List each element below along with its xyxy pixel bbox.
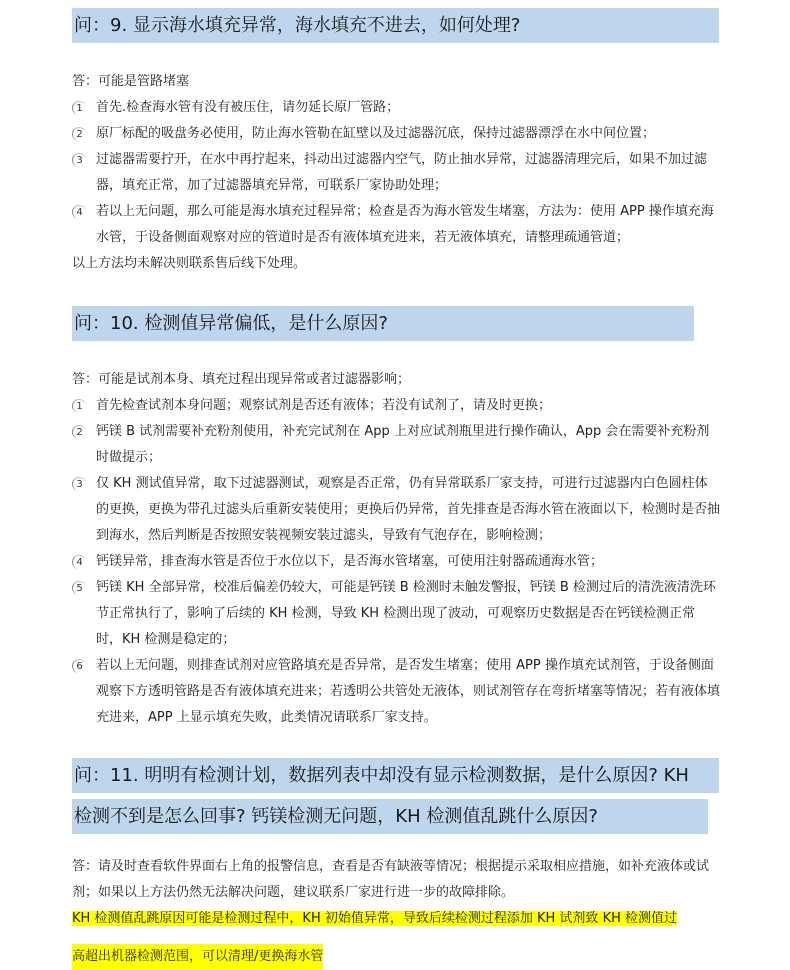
highlighted-note-line2: 高超出机器检测范围，可以清理/更换海水管	[72, 944, 323, 970]
list-item	[72, 549, 720, 575]
step-text: 仅 KH 测试值异常，取下过滤器测试，观察是否正常，仍有异常联系厂家支持，可进行过滤器内白色圆柱体的更换，更换为带孔过滤头后重新安装使用；更换后仍异常，首先排查是否海水管在液面以下，检测时是否抽到海水，然后判断是否按照安装视频安装过滤头，导致有气泡存在，影响检测；	[96, 476, 721, 543]
document-page	[72, 0, 720, 970]
step-number: 2	[72, 127, 86, 141]
step-number: 6	[72, 659, 86, 673]
step-number: 1	[72, 399, 86, 413]
step-number: 5	[72, 581, 86, 595]
question-11-answer: 答：请及时查看软件界面右上角的报警信息，查看是否有缺液等情况；根据提示采取相应措施，如补充液体或试剂；如果以上方法仍然无法解决问题，建议联系厂家进行进一步的故障排除。	[72, 859, 710, 900]
step-text: 钙镁 B 试剂需要补充粉剂使用，补充完试剂在 App 上对应试剂瓶里进行操作确认，App 会在需要补充粉剂时做提示；	[96, 424, 710, 465]
list-item	[72, 95, 720, 121]
step-text: 原厂标配的吸盘务必使用，防止海水管勒在缸壁以及过滤器沉底，保持过滤器漂浮在水中间位置；	[96, 126, 656, 141]
list-item	[72, 121, 720, 147]
question-10-heading: 问：10. 检测值异常偏低，是什么原因?	[72, 306, 694, 341]
list-item	[72, 653, 720, 731]
step-text: 钙镁异常，排查海水管是否位于水位以下，是否海水管堵塞，可使用注射器疏通海水管；	[96, 554, 604, 569]
step-text: 若以上无问题，那么可能是海水填充过程异常；检查是否为海水管发生堵塞，方法为：使用 APP 操作填充海水管，于设备侧面观察对应的管道时是否有液体填充进来，若无液体填充，请整理疏通管道；	[96, 204, 714, 245]
step-number: 1	[72, 101, 86, 115]
step-text: 首先.检查海水管有没有被压住，请勿延长原厂管路；	[96, 100, 400, 115]
step-number: 3	[72, 153, 86, 167]
question-9-heading: 问：9. 显示海水填充异常，海水填充不进去，如何处理?	[72, 8, 719, 43]
step-text: 过滤器需要拧开，在水中再拧起来，抖动出过滤器内空气，防止抽水异常，过滤器清理完后，如果不加过滤器，填充正常，加了过滤器填充异常，可联系厂家协助处理；	[96, 152, 708, 193]
list-item	[72, 393, 720, 419]
step-text: 钙镁 KH 全部异常，校准后偏差仍较大，可能是钙镁 B 检测时未触发警报，钙镁 B 检测过后的清洗液清洗环节正常执行了，影响了后续的 KH 检测，导致 KH 检测出现了波动，可观察历史数据是否在钙镁检测正常时，KH 检测是稳定的；	[96, 580, 716, 647]
question-10-answer: 答：可能是试剂本身、填充过程出现异常或者过滤器影响；	[72, 372, 411, 387]
question-11-heading-line1: 问：11. 明明有检测计划，数据列表中却没有显示检测数据，是什么原因? KH	[72, 758, 719, 793]
list-item	[72, 419, 720, 471]
question-9-steps	[72, 95, 720, 251]
list-item	[72, 147, 720, 199]
highlighted-note	[72, 906, 720, 970]
question-10-steps	[72, 393, 720, 731]
question-9-footer: 以上方法均未解决则联系售后线下处理。	[72, 256, 307, 271]
list-item	[72, 199, 720, 251]
list-item	[72, 471, 720, 549]
step-number: 2	[72, 425, 86, 439]
question-9-answer: 答：可能是管路堵塞	[72, 74, 190, 89]
step-text: 若以上无问题，则排查试剂对应管路填充是否异常，是否发生堵塞；使用 APP 操作填充试剂管，于设备侧面观察下方透明管路是否有液体填充进来；若透明公共管处无液体，则试剂管存在弯折堵塞等情况；若有液体填充进来，APP 上显示填充失败，此类情况请联系厂家支持。	[96, 658, 721, 725]
step-text: 首先检查试剂本身问题；观察试剂是否还有液体；若没有试剂了，请及时更换；	[96, 398, 552, 413]
step-number: 3	[72, 477, 86, 491]
highlighted-note-line1: KH 检测值乱跳原因可能是检测过程中，KH 初始值异常，导致后续检测过程添加 KH 试剂致 KH 检测值过	[72, 911, 677, 926]
question-11-heading-line2: 检测不到是怎么回事? 钙镁检测无问题，KH 检测值乱跳什么原因?	[72, 799, 708, 834]
step-number: 4	[72, 205, 86, 219]
step-number: 4	[72, 555, 86, 569]
list-item	[72, 575, 720, 653]
